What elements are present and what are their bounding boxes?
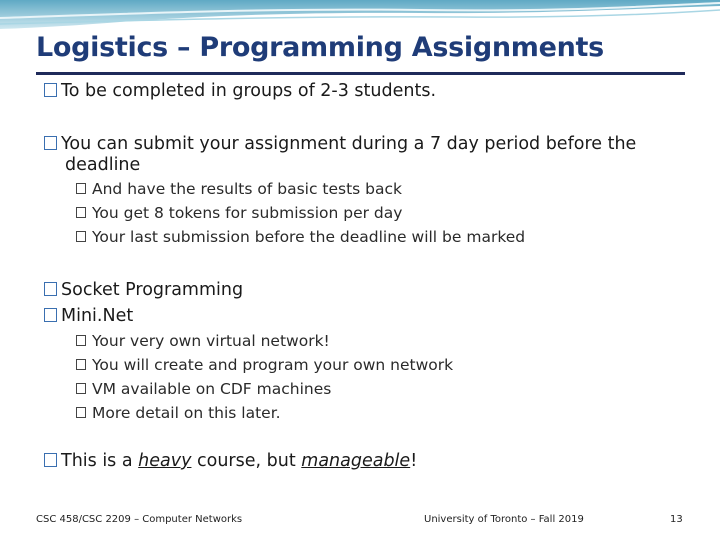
- sub-bullet: Your very own virtual network!: [76, 332, 330, 351]
- bullet-socket-programming: Socket Programming: [44, 280, 243, 301]
- sub-bullet-box-icon: [76, 207, 86, 218]
- sub-bullet: You get 8 tokens for submission per day: [76, 204, 402, 223]
- bullet-box-icon: [44, 282, 57, 296]
- sub-bullet-box-icon: [76, 407, 86, 418]
- sub-bullet-box-icon: [76, 183, 86, 194]
- footer-university: University of Toronto – Fall 2019: [424, 514, 584, 525]
- bullet-heavy-course: This is a heavy course, but manageable!: [44, 451, 417, 472]
- sub-bullet: You will create and program your own network: [76, 356, 453, 375]
- bullet-submission: You can submit your assignment during a 7 day period before the: [44, 134, 636, 155]
- sub-bullet: Your last submission before the deadline will be marked: [76, 228, 525, 247]
- title-underline: [36, 72, 685, 75]
- sub-bullet: VM available on CDF machines: [76, 380, 331, 399]
- bullet-submission-continued: deadline: [65, 155, 141, 175]
- sub-bullet-box-icon: [76, 335, 86, 346]
- bullet-groups: To be completed in groups of 2-3 students.: [44, 81, 436, 102]
- footer-page-number: 13: [670, 514, 683, 525]
- slide-title: Logistics – Programming Assignments: [36, 32, 604, 63]
- sub-bullet: More detail on this later.: [76, 404, 281, 423]
- bullet-mininet: Mini.Net: [44, 306, 133, 327]
- bullet-box-icon: [44, 453, 57, 467]
- bullet-box-icon: [44, 308, 57, 322]
- bullet-box-icon: [44, 83, 57, 97]
- sub-bullet-box-icon: [76, 359, 86, 370]
- bullet-box-icon: [44, 136, 57, 150]
- sub-bullet-box-icon: [76, 231, 86, 242]
- emphasis-heavy: heavy: [138, 451, 192, 471]
- emphasis-manageable: manageable: [301, 451, 411, 471]
- decorative-top-band: [0, 0, 720, 30]
- sub-bullet-box-icon: [76, 383, 86, 394]
- footer-course: CSC 458/CSC 2209 – Computer Networks: [36, 514, 243, 525]
- sub-bullet: And have the results of basic tests back: [76, 180, 402, 199]
